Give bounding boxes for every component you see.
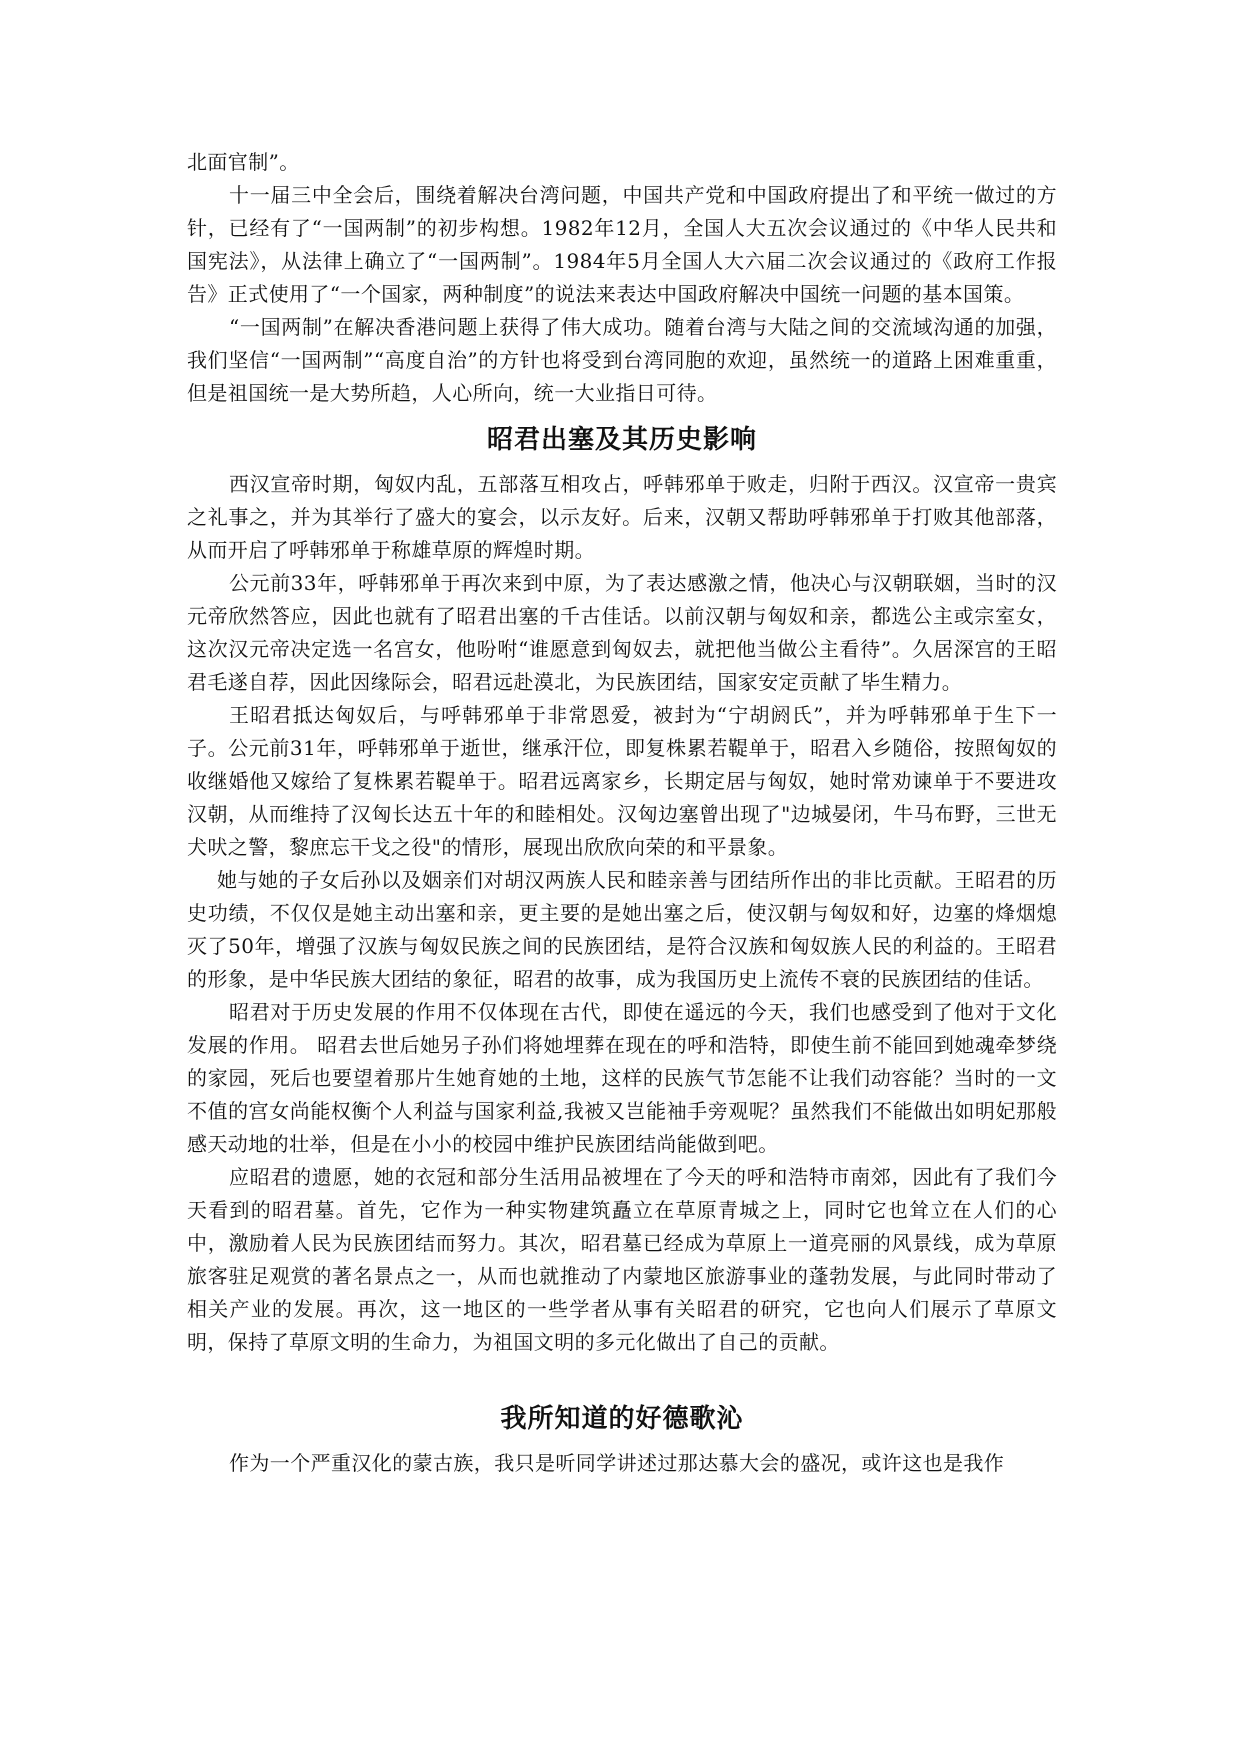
section1-paragraph-4: 她与她的子女后孙以及姻亲们对胡汉两族人民和睦亲善与团结所作出的非比贡献。王昭君的历史功绩，不仅仅是她主动出塞和亲，更主要的是她出塞之后，使汉朝与匈奴和好，边塞的烽烟熄灭了50年，增强了汉族与匈奴民族之间的民族团结，是符合汉族和匈奴族人民的利益的。王昭君的形象，是中华民族大团结的象征，昭君的故事，成为我国历史上流传不衰的民族团结的佳话。 xyxy=(187,868,1057,991)
intro-paragraph-2: 十一届三中全会后，围绕着解决台湾问题，中国共产党和中国政府提出了和平统一做过的方针，已经有了“一国两制”的初步构想。1982年12月，全国人大五次会议通过的《中华人民共和国宪法》，从法律上确立了“一国两制”。1984年5月全国人大六届二次会议通过的《政府工作报告》正式使用了“一个国家，两种制度”的说法来表达中国政府解决中国统一问题的基本国策。 xyxy=(187,183,1057,306)
section-title-haodegeqin: 我所知道的好德歌沁 xyxy=(500,1404,744,1434)
section-title-zhaojun: 昭君出塞及其历史影响 xyxy=(486,425,757,455)
document-page xyxy=(187,146,1057,1480)
section1-paragraph-1: 西汉宣帝时期，匈奴内乱，五部落互相攻占，呼韩邪单于败走，归附于西汉。汉宣帝一贵宾之礼事之，并为其举行了盛大的宴会，以示友好。后来，汉朝又帮助呼韩邪单于打败其他部落，从而开启了呼韩邪单于称雄草原的辉煌时期。 xyxy=(187,472,1057,562)
section1-paragraph-5: 昭君对于历史发展的作用不仅体现在古代，即使在遥远的今天，我们也感受到了他对于文化发展的作用。 昭君去世后她另子孙们将她埋葬在现在的呼和浩特，即使生前不能回到她魂牵梦绕的家园，死后也要望着那片生她育她的土地，这样的民族气节怎能不让我们动容能？当时的一文不值的宫女尚能权衡个人利益与国家利益,我被又岂能袖手旁观呢？虽然我们不能做出如明妃那般感天动地的壮举，但是在小小的校园中维护民族团结尚能做到吧。 xyxy=(187,1000,1057,1156)
section1-paragraph-6: 应昭君的遗愿，她的衣冠和部分生活用品被埋在了今天的呼和浩特市南郊，因此有了我们今天看到的昭君墓。首先，它作为一种实物建筑矗立在草原青城之上，同时它也耸立在人们的心中，激励着人民为民族团结而努力。其次，昭君墓已经成为草原上一道亮丽的风景线，成为草原旅客驻足观赏的著名景点之一，从而也就推动了内蒙地区旅游事业的蓬勃发展，与此同时带动了相关产业的发展。再次，这一地区的一些学者从事有关昭君的研究，它也向人们展示了草原文明，保持了草原文明的生命力，为祖国文明的多元化做出了自己的贡献。 xyxy=(187,1165,1057,1354)
intro-paragraph-1: 北面官制”。 xyxy=(187,150,300,174)
section1-paragraph-2: 公元前33年，呼韩邪单于再次来到中原，为了表达感激之情，他决心与汉朝联姻，当时的汉元帝欣然答应，因此也就有了昭君出塞的千古佳话。以前汉朝与匈奴和亲，都选公主或宗室女，这次汉元帝决定选一名宫女，他吩咐“谁愿意到匈奴去，就把他当做公主看待”。久居深宫的王昭君毛遂自荐，因此因缘际会，昭君远赴漠北，为民族团结，国家安定贡献了毕生精力。 xyxy=(187,571,1057,694)
section1-paragraph-3: 王昭君抵达匈奴后，与呼韩邪单于非常恩爱，被封为“宁胡阏氏”，并为呼韩邪单于生下一子。公元前31年，呼韩邪单于逝世，继承汗位，即复株累若鞮单于，昭君入乡随俗，按照匈奴的收继婚他又嫁给了复株累若鞮单于。昭君远离家乡，长期定居与匈奴，她时常劝谏单于不要进攻汉朝，从而维持了汉匈长达五十年的和睦相处。汉匈边塞曾出现了"边城晏闭，牛马布野，三世无犬吠之警，黎庶忘干戈之役"的情形，展现出欣欣向荣的和平景象。 xyxy=(187,703,1057,859)
intro-paragraph-3: “一国两制”在解决香港问题上获得了伟大成功。随着台湾与大陆之间的交流域沟通的加强，我们坚信“一国两制”“高度自治”的方针也将受到台湾同胞的欢迎，虽然统一的道路上困难重重，但是祖国统一是大势所趋，人心所向，统一大业指日可待。 xyxy=(187,315,1057,405)
section2-paragraph-1: 作为一个严重汉化的蒙古族，我只是听同学讲述过那达慕大会的盛况，或许这也是我作 xyxy=(229,1451,1005,1475)
